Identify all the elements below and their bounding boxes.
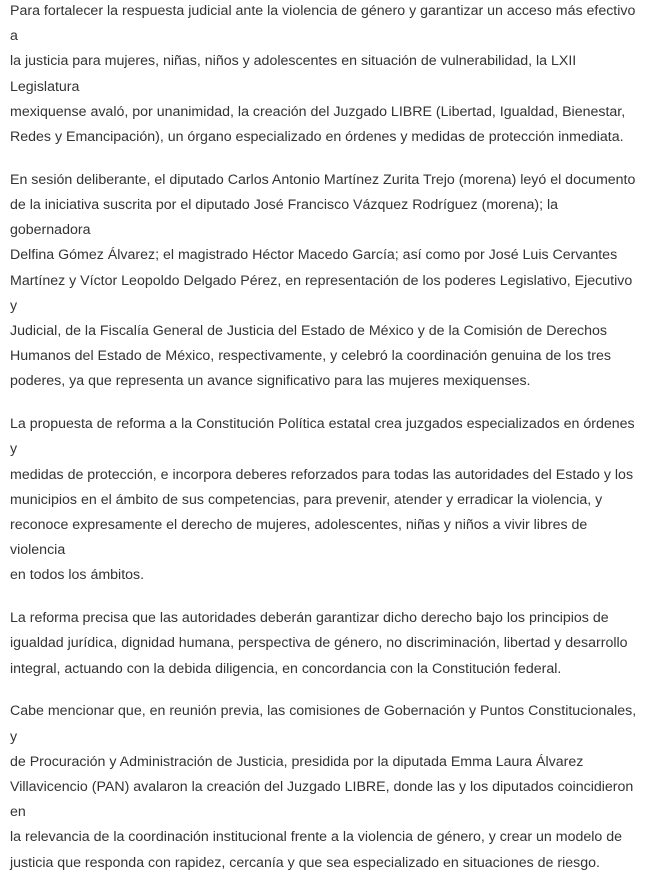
paragraph-constitutional-reform: La propuesta de reforma a la Constitución Política estatal crea juzgados especializados en órdenes y medidas de protección, e incorpora deberes reforzados para todas las autoridades del Estado y los municipios en el ámbito de sus competencias, para prevenir, atender y erradicar la violencia, y reconoce expresamente el derecho de mujeres, adolescentes, niñas y niños a vivir libres de violencia en todos los ámbitos. bbox=[10, 416, 635, 584]
paragraph-reform-principles: La reforma precisa que las autoridades deberán garantizar dicho derecho bajo los principios de igualdad jurídica, dignidad humana, perspectiva de género, no discriminación, libertad y desarrollo integral, actuando con la debida diligencia, en concordancia con la Constitución federal. bbox=[10, 610, 628, 677]
paragraph-committees-approval: Cabe mencionar que, en reunión previa, las comisiones de Gobernación y Puntos Constitucionales, y de Procuración y Administración de Justicia, presidida por la diputada Emma Laura Álvarez Villavicencio (PAN) avalaron la creación del Juzgado LIBRE, donde las y los diputados coincidieron en la relevancia de la coordinación institucional frente a la violencia de género, y crear un modelo de justicia que responda con rapidez, cercanía y que sea especializado en situaciones de riesgo. bbox=[10, 703, 637, 871]
paragraph-session-reading: En sesión deliberante, el diputado Carlos Antonio Martínez Zurita Trejo (morena) leyó el documento de la iniciativa suscrita por el diputado José Francisco Vázquez Rodríguez (morena); la gobernadora Delfina Gómez Álvarez; el magistrado Héctor Macedo García; así como por José Luis Cervantes Martínez y Víctor Leopoldo Delgado Pérez, en representación de los poderes Legislativo, Ejecutivo y Judicial, de la Fiscalía General de Justicia del Estado de México y de la Comisión de Derechos Humanos del Estado de México, respectivamente, y celebró la coordinación genuina de los tres poderes, ya que representa un avance significativo para las mujeres mexiquenses. bbox=[10, 171, 636, 390]
article-body bbox=[10, 0, 642, 876]
paragraph-juzgado-libre-approval: Para fortalecer la respuesta judicial ante la violencia de género y garantizar un acceso más efectivo a la justicia para mujeres, niñas, niños y adolescentes en situación de vulnerabilidad, la LXII Legislatura mexiquense avaló, por unanimidad, la creación del Juzgado LIBRE (Libertad, Igualdad, Bienestar, Redes y Emancipación), un órgano especializado en órdenes y medidas de protección inmediata. bbox=[10, 3, 636, 146]
